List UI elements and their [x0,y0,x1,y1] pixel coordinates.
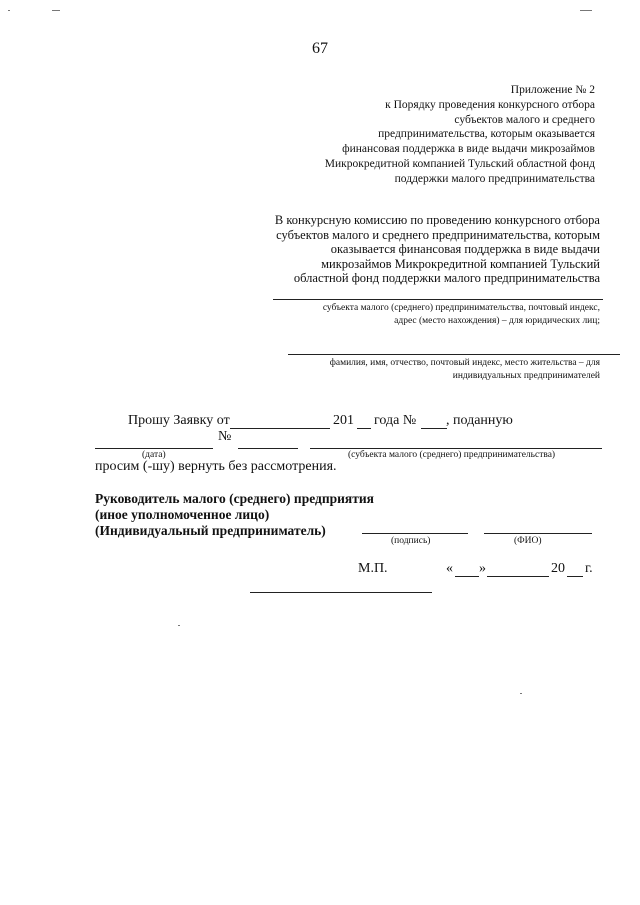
scan-speck [580,10,592,11]
date-caption: (дата) [142,450,166,460]
addressee-line: В конкурсную комиссию по проведению конкурсного отбора [274,213,600,227]
scan-speck [520,693,522,694]
seal-year-suffix: г. [585,561,593,576]
full-name-fill-line[interactable] [484,533,592,534]
annex-header [255,83,595,187]
addressee-line: микрозаймов Микрокредитной компанией Тульский [321,256,600,271]
scan-speck [178,625,180,626]
request-submitted: , поданную [446,413,513,428]
seal-year-fill[interactable] [567,576,583,577]
applicant-org-fill-line[interactable] [273,299,603,300]
number-sign: № [218,429,232,444]
seal-year-prefix: 20 [551,561,565,576]
request-year-fill[interactable] [357,428,371,429]
applicant-ip-caption [330,357,600,382]
scan-speck [8,10,10,11]
date-quote-close: » [479,561,486,576]
caption-line: индивидуальных предпринимателей [452,370,600,381]
caption-line: субъекта малого (среднего) предпринимательства, почтовый индекс, [322,303,600,313]
return-request-text: просим (-шу) вернуть без рассмотрения. [95,459,337,474]
request-prefix: Прошу Заявку от [128,413,230,428]
signatory-title [95,491,374,539]
applicant-org-caption [323,302,600,327]
request-date-fill[interactable] [230,428,330,429]
applicant-ip-fill-line[interactable] [288,354,620,355]
full-name-caption: (ФИО) [514,536,542,546]
annex-line: Приложение № 2 [510,84,595,96]
request-number-fill[interactable] [421,428,447,429]
seal-label: М.П. [358,561,388,576]
seal-month-fill[interactable] [487,576,549,577]
submission-number-fill[interactable] [238,448,298,449]
annex-line: к Порядку проведения конкурсного отбора [385,98,595,111]
addressee-line: оказывается финансовая поддержка в виде выдачи [330,242,600,257]
request-year-prefix: 201 [333,413,354,428]
addressee-block [240,213,600,286]
signature-fill-line[interactable] [362,533,468,534]
annex-line: Микрокредитной компанией Тульский областной фонд [324,157,595,170]
annex-line: субъектов малого и среднего [454,113,595,126]
bottom-separator [250,592,432,593]
addressee-line: областной фонд поддержки малого предпринимательства [293,271,600,286]
addressee-line: субъектов малого и среднего предпринимательства, которым [276,227,600,242]
date-quote-open: « [446,561,453,576]
annex-line: поддержки малого предпринимательства [394,172,595,185]
request-year-suffix: года № [374,413,417,428]
annex-line: предпринимательства, которым оказывается [378,128,595,141]
signatory-line: (Индивидуальный предприниматель) [95,523,326,538]
seal-day-fill[interactable] [455,576,479,577]
signatory-line: Руководитель малого (среднего) предприятия [95,491,374,506]
caption-line: адрес (место нахождения) – для юридических лиц; [394,315,600,326]
signature-caption: (подпись) [391,536,431,546]
annex-line: финансовая поддержка в виде выдачи микрозаймов [342,143,595,156]
signatory-line: (иное уполномоченное лицо) [95,507,270,522]
caption-line: фамилия, имя, отчество, почтовый индекс, место жительства – для [329,358,600,368]
page-number: 67 [312,40,328,57]
scan-speck [52,10,60,11]
subject-caption: (субъекта малого (среднего) предпринимательства) [348,450,556,460]
